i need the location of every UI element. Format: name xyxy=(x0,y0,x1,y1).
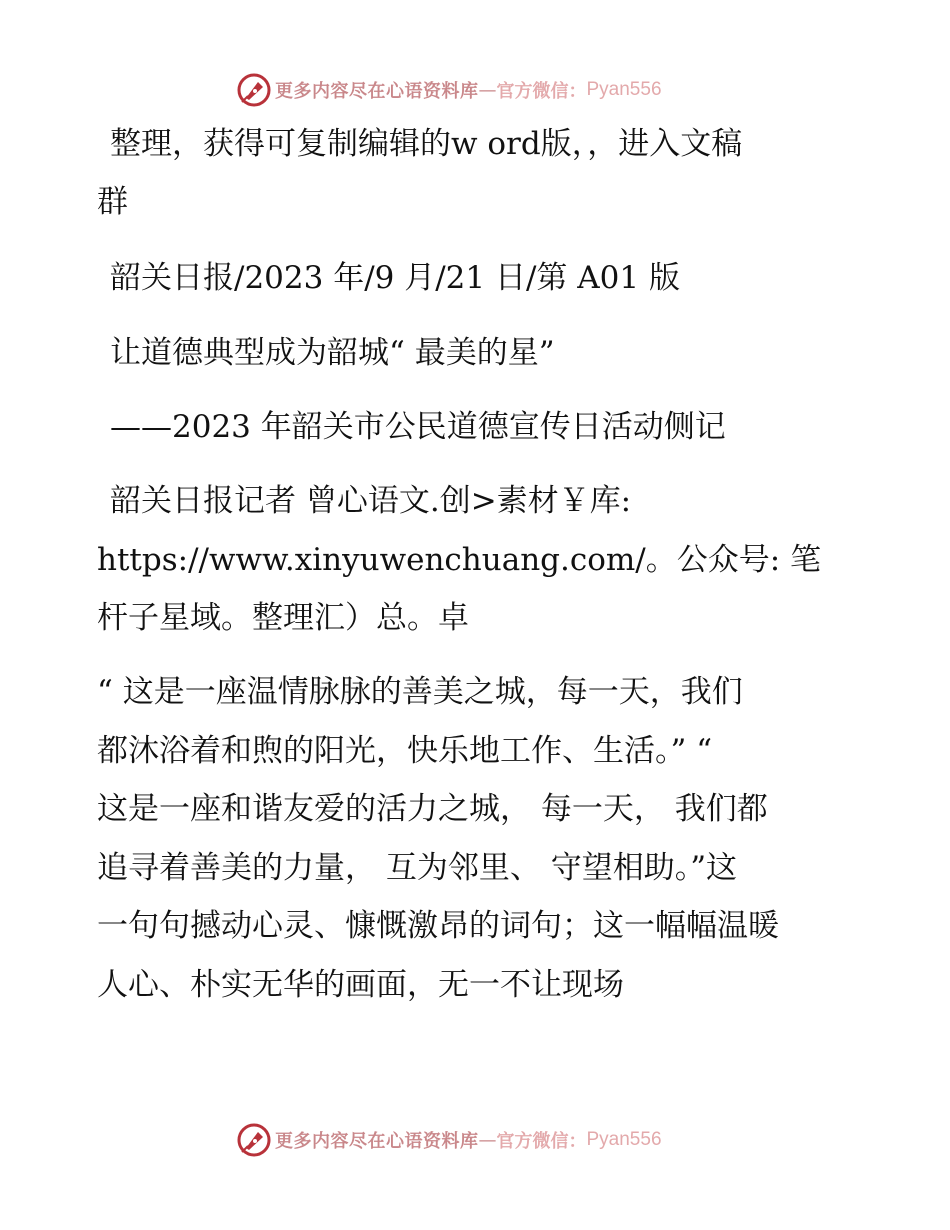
banner-title: 更多内容尽在心语资料库 xyxy=(275,81,479,102)
paragraph-line: “ 这是一座温情脉脉的善美之城，每一天，我们 xyxy=(97,674,743,710)
banner-wechat-label: 官方微信： xyxy=(496,1131,587,1152)
banner-wechat-label: 官方微信： xyxy=(496,81,587,102)
banner-dash: — xyxy=(478,79,497,101)
subheadline: ——2023 年韶关市公民道德宣传日活动侧记 xyxy=(110,409,726,445)
byline-line-1: 韶关日报记者 曾心语文.创>素材￥库: xyxy=(110,483,632,519)
headline: 让道德典型成为韶城“ 最美的星” xyxy=(110,335,555,371)
footer-banner[interactable] xyxy=(236,1122,716,1158)
header-banner[interactable] xyxy=(236,72,716,108)
paragraph-line: 一句句撼动心灵、慷慨激昂的词句；这一幅幅温暖 xyxy=(97,908,779,944)
pen-nib-circle-logo-icon xyxy=(236,1122,272,1158)
dateline: 韶关日报/2023 年/9 月/21 日/第 A01 版 xyxy=(110,260,680,296)
banner-wechat-id: Pyan556 xyxy=(586,1129,662,1150)
paragraph-line: 追寻着善美的力量， 互为邻里、 守望相助。”这 xyxy=(97,849,738,886)
body-paragraph xyxy=(97,663,857,1014)
banner-wechat-id: Pyan556 xyxy=(586,79,662,100)
banner-title: 更多内容尽在心语资料库 xyxy=(275,1131,479,1152)
byline-line-3: 杆子星域。整理汇）总。卓 xyxy=(97,600,469,636)
intro-line-2: 群 xyxy=(97,184,128,220)
intro-line-1: 整理，获得可复制编辑的w ord版，，进入文稿 xyxy=(110,126,743,162)
pen-nib-circle-logo-icon xyxy=(236,72,272,108)
paragraph-line: 人心、朴实无华的画面，无一不让现场 xyxy=(97,966,624,1003)
byline-line-2: https://www.xinyuwenchuang.com/。公众号: 笔 xyxy=(97,542,822,578)
paragraph-line: 这是一座和谐友爱的活力之城， 每一天， 我们都 xyxy=(97,791,768,827)
paragraph-line: 都沐浴着和煦的阳光，快乐地工作、生活。” “ xyxy=(97,732,713,769)
banner-dash: — xyxy=(478,1129,497,1151)
